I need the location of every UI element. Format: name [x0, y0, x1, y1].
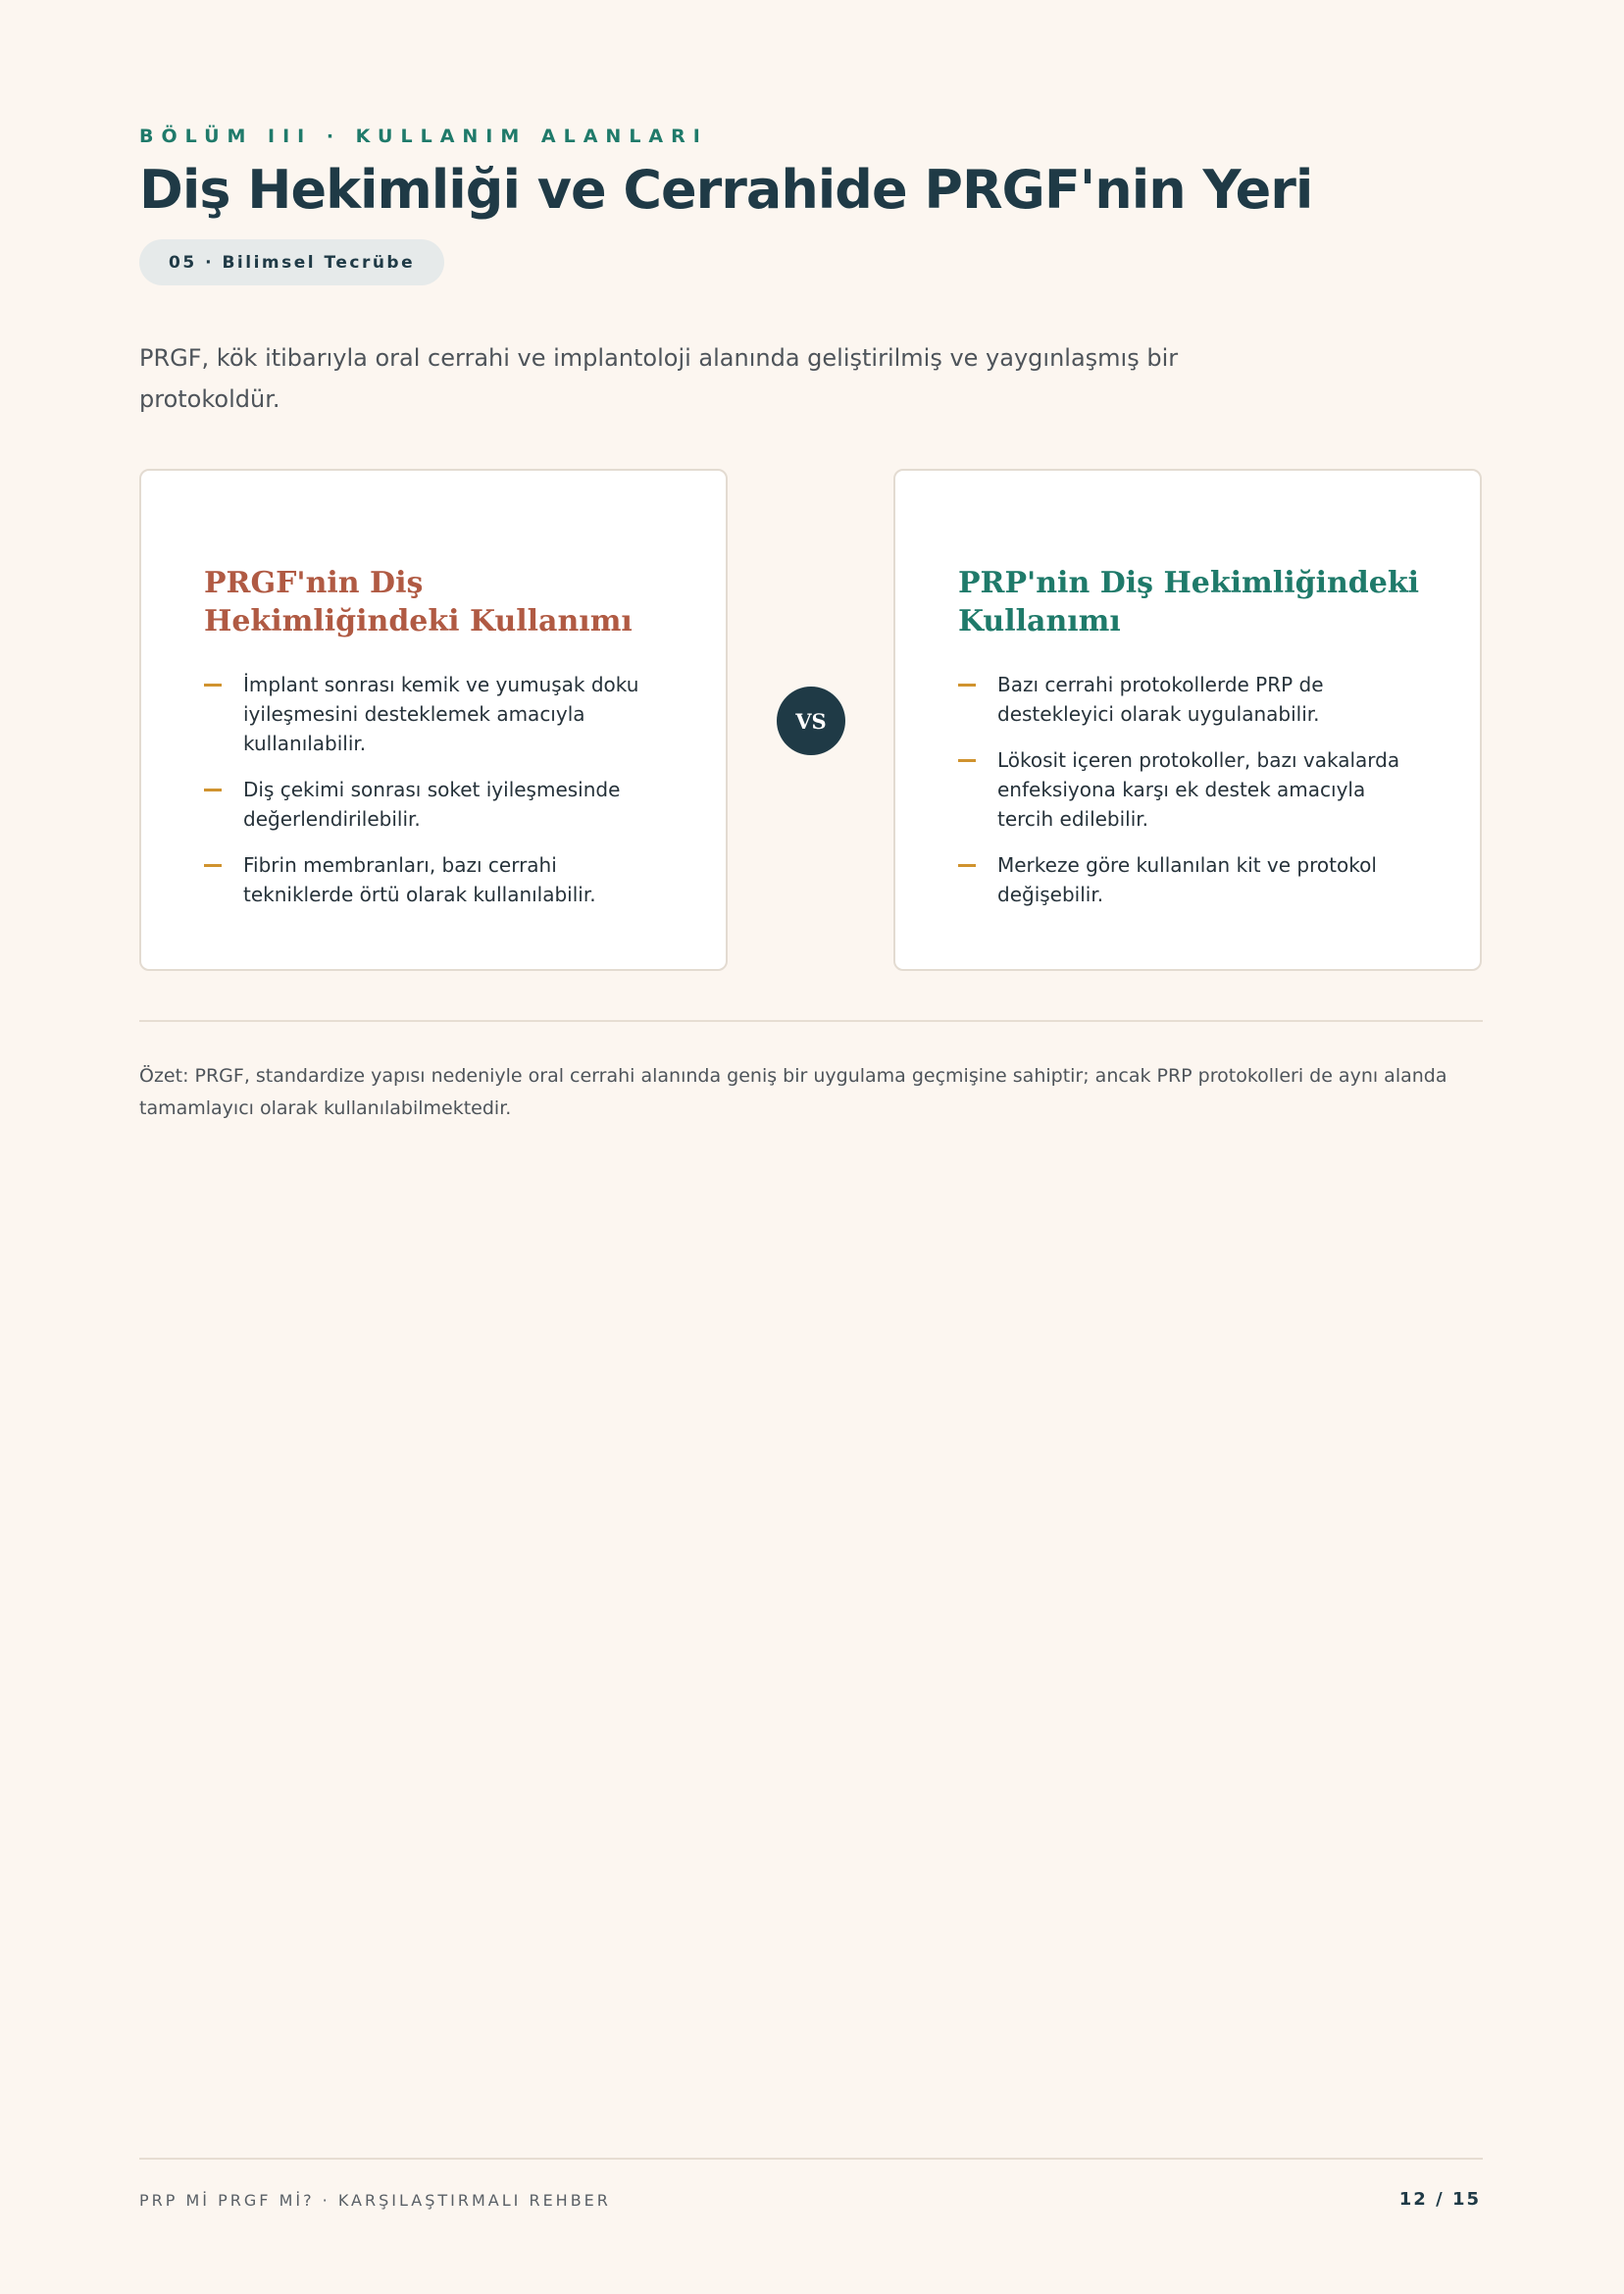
page-title: Diş Hekimliği ve Cerrahide PRGF'nin Yeri	[139, 159, 1313, 221]
prp-card	[893, 469, 1482, 971]
prp-card-list	[958, 670, 1421, 909]
prgf-card	[139, 469, 728, 971]
dash-bullet-icon	[958, 684, 976, 687]
summary-text: Özet: PRGF, standardize yapısı nedeniyle oral cerrahi alanında geniş bir uygulama geçmişine sahiptir; ancak PRP protokolleri de aynı alanda tamamlayıcı olarak kullanılabilmektedir.	[139, 1065, 1447, 1119]
dash-bullet-icon	[958, 759, 976, 762]
footer-divider	[139, 2158, 1483, 2160]
list-item	[204, 775, 667, 834]
dash-bullet-icon	[204, 789, 222, 791]
prp-card-title: PRP'nin Diş Hekimliğindeki Kullanımı	[958, 566, 1420, 638]
list-item	[204, 670, 667, 758]
list-item-text: Merkeze göre kullanılan kit ve protokol değişebilir.	[997, 853, 1377, 906]
list-item	[958, 670, 1421, 729]
prgf-card-title: PRGF'nin Diş Hekimliğindeki Kullanımı	[204, 566, 633, 638]
section-tag: 05 · Bilimsel Tecrübe	[139, 239, 444, 285]
dash-bullet-icon	[204, 684, 222, 687]
list-item	[958, 850, 1421, 909]
summary-divider	[139, 1020, 1483, 1022]
intro-paragraph: PRGF, kök itibarıyla oral cerrahi ve implantoloji alanında geliştirilmiş ve yaygınlaşmış bir protokoldür.	[139, 344, 1179, 413]
list-item-text: Lökosit içeren protokoller, bazı vakalarda enfeksiyona karşı ek destek amacıyla tercih edilebilir.	[997, 748, 1400, 831]
vs-badge: VS	[777, 687, 845, 755]
page-number: 12 / 15	[1398, 2189, 1481, 2210]
dash-bullet-icon	[958, 864, 976, 867]
dash-bullet-icon	[204, 864, 222, 867]
list-item-text: İmplant sonrası kemik ve yumuşak doku iyileşmesini desteklemek amacıyla kullanılabilir.	[243, 673, 639, 755]
list-item-text: Fibrin membranları, bazı cerrahi tekniklerde örtü olarak kullanılabilir.	[243, 853, 596, 906]
page	[139, 0, 1483, 2294]
list-item-text: Diş çekimi sonrası soket iyileşmesinde değerlendirilebilir.	[243, 778, 621, 831]
footer-guide-title: PRP Mİ PRGF Mİ? · KARŞILAŞTIRMALI REHBER	[139, 2191, 611, 2210]
list-item-text: Bazı cerrahi protokollerde PRP de destekleyici olarak uygulanabilir.	[997, 673, 1324, 726]
prgf-card-list	[204, 670, 667, 909]
list-item	[958, 745, 1421, 834]
list-item	[204, 850, 667, 909]
section-kicker: BÖLÜM III · KULLANIM ALANLARI	[139, 126, 708, 147]
